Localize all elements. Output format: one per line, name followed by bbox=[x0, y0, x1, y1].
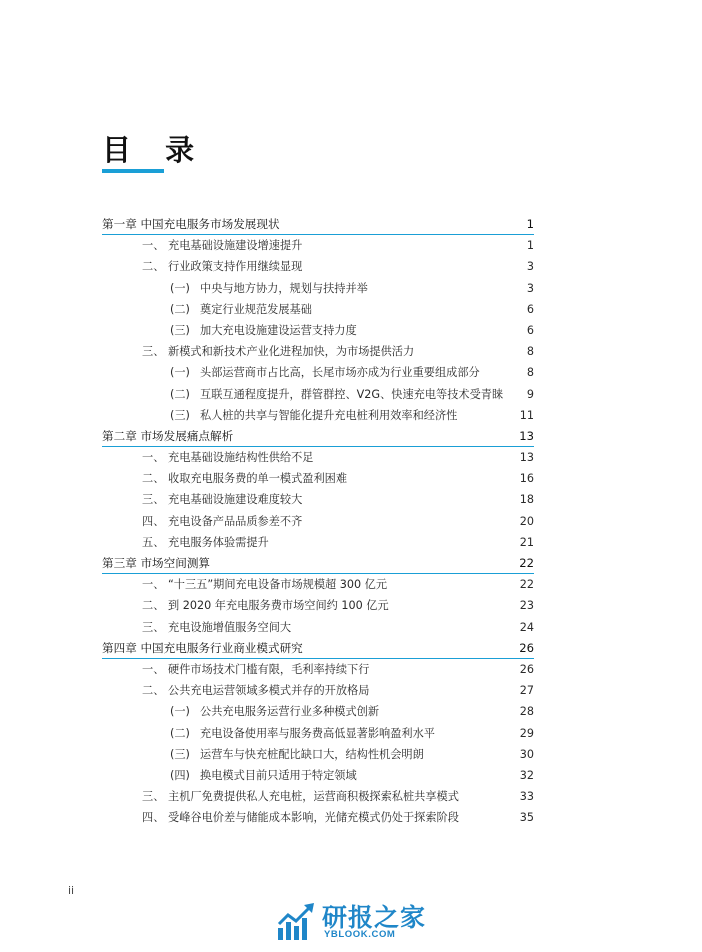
toc-entry-text: 加大充电设施建设运营支持力度 bbox=[200, 323, 357, 337]
toc-entry-text: 第四章 中国充电服务行业商业模式研究 bbox=[102, 640, 303, 655]
toc-entry-text: 到 2020 年充电服务费市场空间约 100 亿元 bbox=[168, 599, 389, 613]
toc-entry-label bbox=[142, 511, 302, 532]
toc-chapter-row[interactable] bbox=[102, 553, 534, 574]
toc-page-number: 16 bbox=[519, 472, 534, 486]
toc-page-number: 23 bbox=[519, 599, 534, 613]
toc-page-number: 26 bbox=[519, 640, 534, 655]
toc-entry-number: 三、 bbox=[142, 790, 165, 804]
toc-entry-text: 受峰谷电价差与储能成本影响，光储充模式仍处于探索阶段 bbox=[168, 811, 459, 825]
toc-row[interactable] bbox=[102, 384, 534, 405]
toc-row[interactable] bbox=[102, 680, 534, 701]
toc-entry-number: 一、 bbox=[142, 239, 165, 253]
toc-page-number: 13 bbox=[519, 451, 534, 465]
toc-page-number: 1 bbox=[526, 239, 534, 253]
page-title: 目 录 bbox=[102, 133, 207, 167]
toc-row[interactable] bbox=[102, 320, 534, 341]
toc-entry-label bbox=[142, 786, 459, 807]
toc-page-number: 32 bbox=[519, 768, 534, 782]
watermark-text: 研报之家 bbox=[322, 903, 427, 932]
toc-row[interactable] bbox=[102, 744, 534, 765]
toc-entry-number: (一) bbox=[170, 705, 190, 719]
toc-entry-label bbox=[142, 235, 302, 256]
toc-entry-label bbox=[170, 384, 503, 405]
toc-entry-label bbox=[142, 447, 313, 468]
toc-entry-label bbox=[142, 532, 269, 553]
toc-entry-number: (三) bbox=[170, 323, 190, 337]
toc-entry-label bbox=[170, 723, 435, 744]
toc-entry-number: (二) bbox=[170, 387, 190, 401]
toc-entry-text: 充电基础设施结构性供给不足 bbox=[168, 451, 314, 465]
toc-entry-label bbox=[142, 617, 291, 638]
toc-page-number: 26 bbox=[519, 662, 534, 676]
toc-entry-text: 公共充电服务运营行业多种模式创新 bbox=[200, 705, 380, 719]
toc-entry-number: 二、 bbox=[142, 684, 165, 698]
toc-row[interactable] bbox=[102, 807, 534, 828]
toc-row[interactable] bbox=[102, 278, 534, 299]
toc-entry-label bbox=[102, 426, 233, 447]
toc-row[interactable] bbox=[102, 617, 534, 638]
toc-row[interactable] bbox=[102, 362, 534, 383]
toc-row[interactable] bbox=[102, 574, 534, 595]
toc-entry-label bbox=[170, 765, 357, 786]
toc-entry-number: (二) bbox=[170, 726, 190, 740]
toc-row[interactable] bbox=[102, 256, 534, 277]
toc-entry-number: 四、 bbox=[142, 811, 165, 825]
toc-entry-label bbox=[142, 659, 369, 680]
toc-row[interactable] bbox=[102, 468, 534, 489]
toc-entry-label bbox=[142, 256, 302, 277]
toc-entry-label bbox=[142, 489, 302, 510]
table-of-contents bbox=[102, 214, 534, 828]
toc-entry-number: 二、 bbox=[142, 260, 165, 274]
toc-entry-text: 充电服务体验需提升 bbox=[168, 535, 269, 549]
toc-entry-text: 充电基础设施建设增速提升 bbox=[168, 239, 303, 253]
toc-row[interactable] bbox=[102, 532, 534, 553]
toc-entry-number: (一) bbox=[170, 366, 190, 380]
toc-page-number: 8 bbox=[526, 366, 534, 380]
toc-entry-text: 充电设备产品品质参差不齐 bbox=[168, 514, 303, 528]
toc-entry-label bbox=[142, 595, 389, 616]
title-underline bbox=[102, 169, 164, 173]
watermark-url: YBLOOK.COM bbox=[324, 929, 396, 940]
toc-entry-number: (二) bbox=[170, 302, 190, 316]
toc-entry-text: 充电基础设施建设难度较大 bbox=[168, 493, 303, 507]
toc-page-number: 11 bbox=[519, 408, 534, 422]
toc-chapter-row[interactable] bbox=[102, 426, 534, 447]
toc-page-number: 24 bbox=[519, 620, 534, 634]
toc-page-number: 33 bbox=[519, 790, 534, 804]
toc-entry-number: 二、 bbox=[142, 472, 165, 486]
toc-page-number: 3 bbox=[526, 260, 534, 274]
toc-entry-text: 第一章 中国充电服务市场发展现状 bbox=[102, 217, 280, 231]
toc-row[interactable] bbox=[102, 723, 534, 744]
toc-entry-label bbox=[142, 341, 414, 362]
toc-page-number: 27 bbox=[519, 684, 534, 698]
toc-page-number: 29 bbox=[519, 726, 534, 740]
toc-entry-label bbox=[102, 214, 280, 235]
toc-row[interactable] bbox=[102, 701, 534, 722]
toc-entry-text: 收取充电服务费的单一模式盈利困难 bbox=[168, 472, 348, 486]
toc-entry-text: 奠定行业规范发展基础 bbox=[200, 302, 312, 316]
toc-entry-number: 二、 bbox=[142, 599, 165, 613]
toc-row[interactable] bbox=[102, 595, 534, 616]
toc-entry-number: 三、 bbox=[142, 345, 165, 359]
toc-entry-label bbox=[170, 278, 368, 299]
toc-page-number: 8 bbox=[526, 345, 534, 359]
toc-row[interactable] bbox=[102, 765, 534, 786]
toc-page-number: 21 bbox=[519, 535, 534, 549]
toc-entry-number: 一、 bbox=[142, 662, 165, 676]
toc-entry-number: 一、 bbox=[142, 451, 165, 465]
toc-entry-number: (三) bbox=[170, 408, 190, 422]
toc-entry-label bbox=[170, 320, 357, 341]
toc-page-number: 35 bbox=[519, 811, 534, 825]
toc-entry-label bbox=[170, 744, 424, 765]
toc-entry-text: 充电设施增值服务空间大 bbox=[168, 620, 292, 634]
toc-entry-label bbox=[142, 807, 459, 828]
toc-row[interactable] bbox=[102, 786, 534, 807]
toc-entry-text: 主机厂免费提供私人充电桩，运营商积极探索私桩共享模式 bbox=[168, 790, 459, 804]
toc-entry-number: (三) bbox=[170, 747, 190, 761]
toc-entry-text: 公共充电运营领域多模式并存的开放格局 bbox=[168, 684, 370, 698]
toc-page-number: 1 bbox=[526, 217, 534, 231]
toc-row[interactable] bbox=[102, 341, 534, 362]
toc-row[interactable] bbox=[102, 447, 534, 468]
toc-entry-text: 行业政策支持作用继续显现 bbox=[168, 260, 303, 274]
toc-entry-label bbox=[170, 362, 480, 383]
toc-page-number: 22 bbox=[519, 556, 534, 570]
toc-row[interactable] bbox=[102, 405, 534, 426]
toc-page-number: 28 bbox=[519, 705, 534, 719]
toc-entry-label bbox=[170, 405, 457, 426]
toc-entry-text: “十三五”期间充电设备市场规模超 300 亿元 bbox=[168, 578, 388, 592]
toc-page-number: 6 bbox=[526, 323, 534, 337]
toc-entry-label bbox=[102, 553, 210, 574]
toc-page-number: 6 bbox=[526, 302, 534, 316]
toc-entry-text: 头部运营商市占比高，长尾市场亦成为行业重要组成部分 bbox=[200, 366, 480, 380]
toc-entry-number: 一、 bbox=[142, 578, 165, 592]
toc-entry-label bbox=[170, 299, 312, 320]
toc-page-number: 9 bbox=[526, 387, 534, 401]
toc-entry-text: 第二章 市场发展痛点解析 bbox=[102, 428, 234, 443]
toc-entry-text: 互联互通程度提升，群管群控、V2G、快速充电等技术受青睐 bbox=[200, 387, 504, 401]
toc-entry-text: 第三章 市场空间测算 bbox=[102, 556, 211, 570]
toc-row[interactable] bbox=[102, 659, 534, 680]
toc-entry-text: 换电模式目前只适用于特定领域 bbox=[200, 768, 357, 782]
toc-entry-text: 硬件市场技术门槛有限，毛利率持续下行 bbox=[168, 662, 370, 676]
toc-entry-text: 中央与地方协力，规划与扶持并举 bbox=[200, 281, 368, 295]
toc-entry-label bbox=[170, 701, 379, 722]
toc-page-number: 22 bbox=[519, 578, 534, 592]
toc-page-number: 18 bbox=[519, 493, 534, 507]
growth-chart-icon bbox=[276, 902, 318, 942]
toc-chapter-row[interactable] bbox=[102, 638, 534, 659]
toc-row[interactable] bbox=[102, 489, 534, 510]
toc-entry-number: 三、 bbox=[142, 493, 165, 507]
toc-page-number: 20 bbox=[519, 514, 534, 528]
toc-page-number: 30 bbox=[519, 747, 534, 761]
toc-page-number: 13 bbox=[519, 428, 534, 443]
toc-entry-text: 私人桩的共享与智能化提升充电桩利用效率和经济性 bbox=[200, 408, 458, 422]
toc-row[interactable] bbox=[102, 511, 534, 532]
toc-entry-number: 三、 bbox=[142, 620, 165, 634]
toc-entry-label bbox=[102, 638, 303, 659]
toc-entry-number: (四) bbox=[170, 768, 190, 782]
toc-entry-label bbox=[142, 468, 347, 489]
toc-entry-text: 运营车与快充桩配比缺口大，结构性机会明朗 bbox=[200, 747, 424, 761]
toc-entry-label bbox=[142, 680, 369, 701]
toc-row[interactable] bbox=[102, 235, 534, 256]
toc-entry-number: (一) bbox=[170, 281, 190, 295]
toc-entry-text: 新模式和新技术产业化进程加快，为市场提供活力 bbox=[168, 345, 415, 359]
toc-row[interactable] bbox=[102, 299, 534, 320]
watermark-logo bbox=[276, 898, 436, 946]
toc-entry-number: 五、 bbox=[142, 535, 165, 549]
toc-entry-number: 四、 bbox=[142, 514, 165, 528]
toc-entry-label bbox=[142, 574, 387, 595]
footer-page-number: ii bbox=[68, 884, 75, 897]
toc-chapter-row[interactable] bbox=[102, 214, 534, 235]
toc-page-number: 3 bbox=[526, 281, 534, 295]
toc-entry-text: 充电设备使用率与服务费高低显著影响盈利水平 bbox=[200, 726, 435, 740]
